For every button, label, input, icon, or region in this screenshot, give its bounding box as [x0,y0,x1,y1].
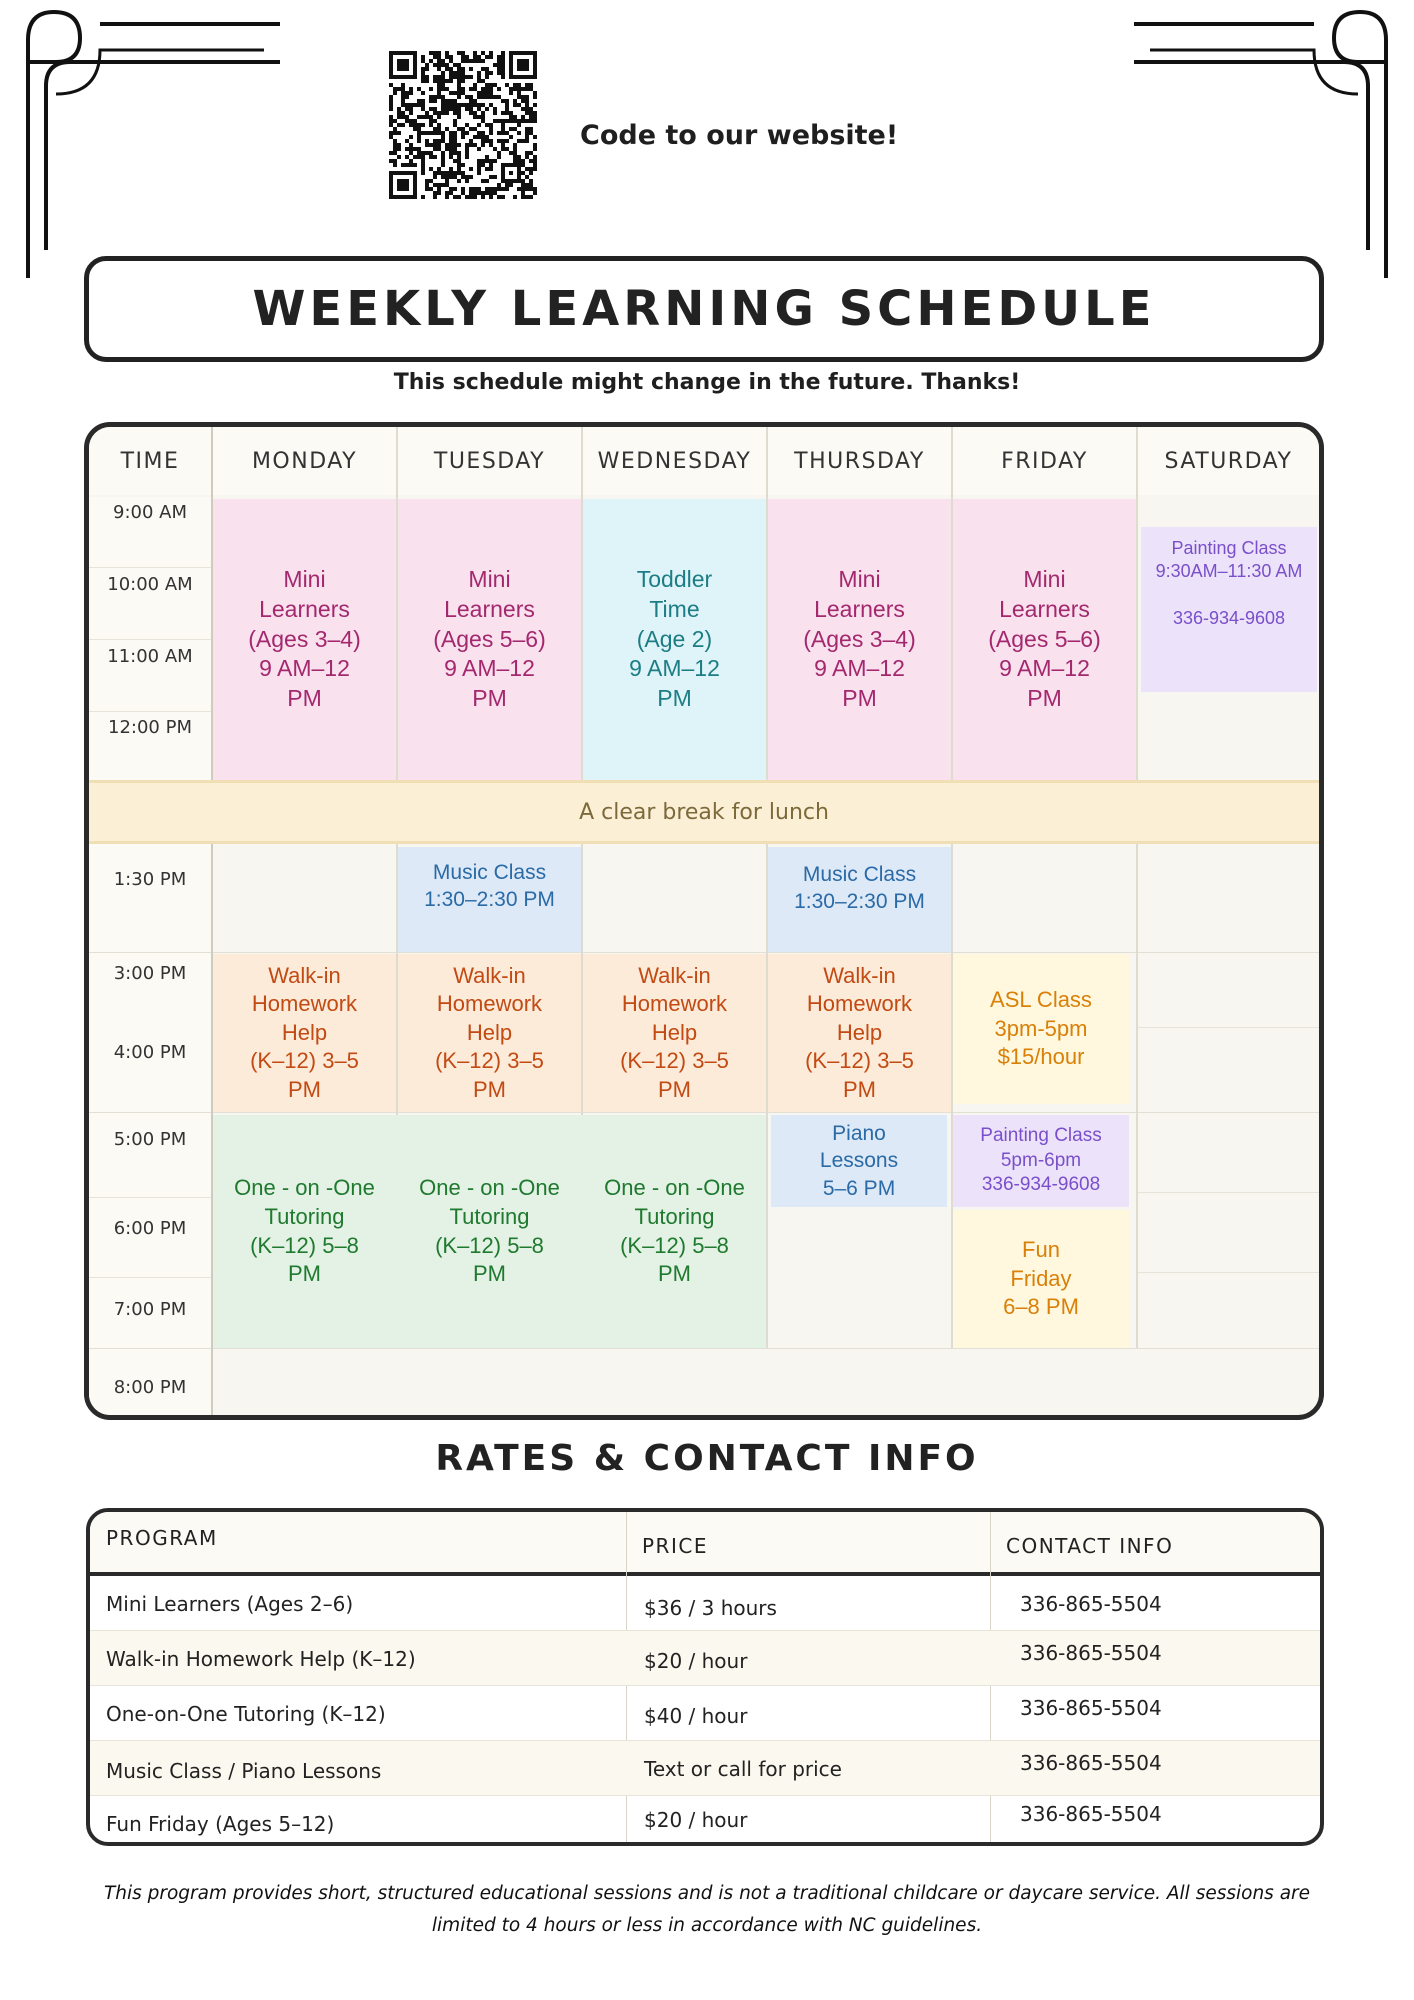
monday-tutoring[interactable]: One - on -One Tutoring (K–12) 5–8 PM [234,1175,375,1287]
time-label: 12:00 PM [108,717,192,738]
page-title: WEEKLY LEARNING SCHEDULE [252,281,1156,337]
corner-ornament-left [0,0,290,290]
program-contact[interactable]: 336-865-5504 [1020,1592,1162,1616]
thursday-music-class[interactable]: Music Class 1:30–2:30 PM [768,847,951,952]
time-label: 11:00 AM [107,646,193,667]
rates-row [90,1686,1320,1741]
time-label: 3:00 PM [113,963,187,984]
time-label: 4:00 PM [113,1042,187,1063]
rates-header-contact: CONTACT INFO [1006,1534,1174,1558]
column-divider [1136,427,1138,1348]
header-thursday: THURSDAY [768,427,951,495]
tuesday-mini-learners[interactable]: Mini Learners (Ages 5–6) 9 AM–12 PM [398,499,581,780]
friday-mini-learners[interactable]: Mini Learners (Ages 5–6) 9 AM–12 PM [953,499,1136,780]
tuesday-tutoring[interactable]: One - on -One Tutoring (K–12) 5–8 PM [419,1175,560,1287]
rates-row [90,1741,1320,1796]
time-label: 6:00 PM [113,1218,187,1239]
rates-header-price: PRICE [642,1534,708,1558]
row-divider [89,639,211,640]
thursday-homework-help[interactable]: Walk-in Homework Help (K–12) 3–5 PM [768,954,951,1112]
time-label: 10:00 AM [107,574,193,595]
rates-row [90,1576,1320,1631]
disclaimer-footer: This program provides short, structured educational sessions and is not a traditional childcare or daycare service. All sessions are limited to 4 hours or less in accordance with NC guidelines. [103,1883,1311,1937]
row-divider [89,1348,1319,1349]
program-price: $20 / hour [644,1649,748,1673]
row-divider [89,711,211,712]
program-contact[interactable]: 336-865-5504 [1020,1641,1162,1665]
wednesday-toddler-time[interactable]: Toddler Time (Age 2) 9 AM–12 PM [583,499,766,780]
friday-painting-class[interactable]: Painting Class 5pm-6pm 336-934-9608 [953,1115,1129,1207]
row-divider [89,952,1319,953]
time-label: 9:00 AM [113,502,187,523]
thursday-piano-lessons[interactable]: Piano Lessons 5–6 PM [771,1115,947,1207]
program-name: Mini Learners (Ages 2–6) [106,1592,354,1616]
row-divider [89,1197,211,1198]
tuesday-homework-help[interactable]: Walk-in Homework Help (K–12) 3–5 PM [398,954,581,1112]
header-tuesday: TUESDAY [398,427,581,495]
program-name: One-on-One Tutoring (K–12) [106,1702,386,1726]
header-monday: MONDAY [213,427,396,495]
header-time: TIME [89,427,211,495]
program-price: $20 / hour [644,1808,748,1832]
header-wednesday: WEDNESDAY [583,427,766,495]
time-label: 1:30 PM [113,869,187,890]
wednesday-tutoring[interactable]: One - on -One Tutoring (K–12) 5–8 PM [604,1175,745,1287]
tuesday-music-class[interactable]: Music Class 1:30–2:30 PM [398,847,581,952]
header-friday: FRIDAY [953,427,1136,495]
row-divider [1138,1272,1319,1273]
program-contact[interactable]: 336-865-5504 [1020,1751,1162,1775]
schedule-note: This schedule might change in the future. Thanks! [393,370,1021,395]
program-price: $36 / 3 hours [644,1596,777,1620]
rates-row [90,1631,1320,1686]
program-name: Walk-in Homework Help (K–12) [106,1647,416,1671]
thursday-mini-learners[interactable]: Mini Learners (Ages 3–4) 9 AM–12 PM [768,499,951,780]
monday-homework-help[interactable]: Walk-in Homework Help (K–12) 3–5 PM [213,954,396,1112]
row-divider [89,1277,211,1278]
corner-ornament-right [1124,0,1414,290]
monday-mini-learners[interactable]: Mini Learners (Ages 3–4) 9 AM–12 PM [213,499,396,780]
title-box [84,256,1324,362]
row-divider [89,1112,1319,1113]
rates-title: RATES & CONTACT INFO [435,1438,979,1479]
rates-table [86,1508,1324,1846]
lunch-break: A clear break for lunch [89,780,1319,844]
wednesday-homework-help[interactable]: Walk-in Homework Help (K–12) 3–5 PM [583,954,766,1112]
program-name: Music Class / Piano Lessons [106,1759,382,1783]
program-contact[interactable]: 336-865-5504 [1020,1802,1162,1826]
program-price: $40 / hour [644,1704,748,1728]
row-divider [1138,1027,1319,1028]
friday-asl-class[interactable]: ASL Class 3pm-5pm $15/hour [953,954,1129,1104]
time-label: 7:00 PM [113,1299,187,1320]
program-price: Text or call for price [644,1757,842,1781]
header-saturday: SATURDAY [1138,427,1319,495]
qr-code-icon[interactable] [389,51,537,199]
row-divider [89,567,211,568]
saturday-painting-class[interactable]: Painting Class 9:30AM–11:30 AM 336-934-9608 [1141,527,1317,692]
row-divider [1138,1192,1319,1193]
rates-row [90,1796,1320,1846]
qr-caption: Code to our website! [580,120,899,151]
fun-friday[interactable]: Fun Friday 6–8 PM [953,1210,1129,1348]
time-label: 8:00 PM [113,1377,187,1398]
program-name: Fun Friday (Ages 5–12) [106,1812,335,1836]
program-contact[interactable]: 336-865-5504 [1020,1696,1162,1720]
weekly-schedule-table [84,422,1324,1420]
rates-header-program: PROGRAM [106,1526,218,1550]
time-label: 5:00 PM [113,1129,187,1150]
time-column [89,497,211,1418]
